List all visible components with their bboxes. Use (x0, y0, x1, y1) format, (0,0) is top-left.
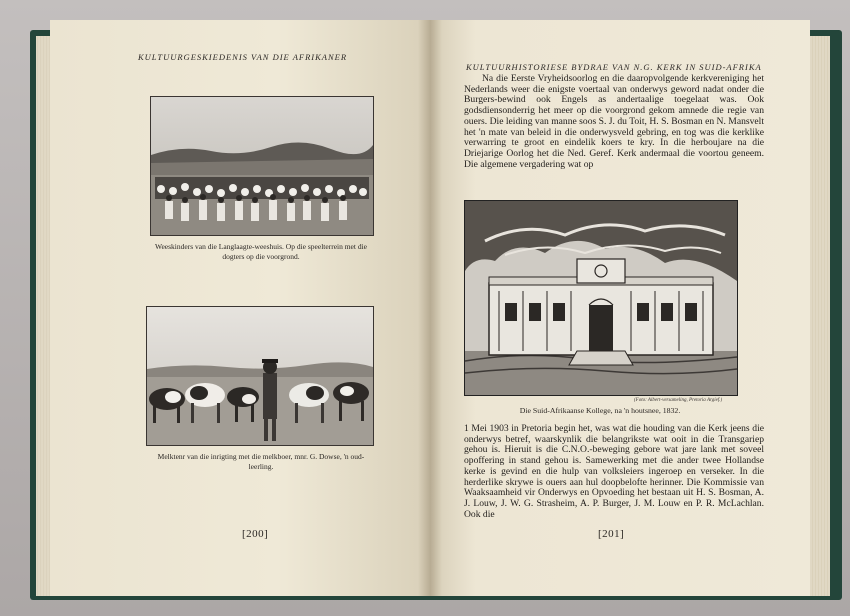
orphans-playground-photo (150, 96, 374, 236)
left-page (50, 20, 430, 596)
bottom-paragraph-text: 1 Mei 1903 in Pretoria begin het, was wat die houding van die Kerk jeens die onderwys betref, waarskynlik die belangrikste wat ooit in die Transgariep gehou is. Hieruit is die C.N.O.-beweging gebore wat jare lank met soveel opoffering in stand gehou is. Samewerking met die ander twee Hollandse kerke is gevind en die hulp van volksleiers ingeroep en verseker. In die herderlike skrywe is ouers aan hul doopbelofte herinner. Die Kommissie van Waaksaamheid vir Onderwys en Opvoeding het bestaan uit H. S. Bosman, A. J. Louw, J. W. G. Strasheim, A. P. Burger, J. M. Louw en P. R. McLachlan. Ook die (464, 423, 764, 520)
college-woodcut-image (464, 200, 738, 396)
book-gutter (418, 20, 442, 596)
milking-cattle-photo (146, 306, 374, 446)
right-running-head: KULTUURHISTORIESE BYDRAE VAN N.G. KERK IN SUID-AFRIKA (466, 62, 762, 72)
left-page-number: [200] (242, 528, 269, 540)
woodcut-photo-credit: (Foto: Albert-versameling, Pretoria Argief.) (634, 398, 723, 403)
top-paragraph-text: Na die Eerste Vryheidsoorlog en die daaropvolgende kerkvereniging het Nederlands weer die enigste voertaal van onderwys geword nadat onder die Burgers-bewind ook Engels as andertaalige toegelaat was. Ook godsdiensonderrig het meer op die voorgrond gekom amnede die regie van ouers. Die leiding van manne soos S. J. du Toit, H. S. Bosman en N. Mansvelt het 'n mate van beleid in die onderwysveld gebring, en tog was die kerklike verwarring te groot en eindelik koers te kry. In die herboujare na die Driejarige Oorlog het die Ned. Geref. Kerk andermaal die voortou geneem. Die algemene vergadering wat op (464, 73, 764, 170)
orphans-photo-caption: Weeskinders van die Langlaagte-weeshuis. Op die speelterrein met die dogters op die voorgrond. (154, 242, 368, 261)
right-top-paragraph (464, 74, 764, 170)
milking-photo-caption: Melktenr van die inrigting met die melkboer, mnr. G. Dowse, 'n oud-leerling. (157, 452, 365, 471)
right-page (430, 20, 810, 596)
page-edge-right (808, 36, 830, 596)
right-bottom-paragraph (464, 424, 764, 520)
right-page-number: [201] (598, 528, 625, 540)
left-running-head: KULTUURGESKIEDENIS VAN DIE AFRIKANER (138, 52, 348, 62)
woodcut-caption: Die Suid-Afrikaanse Kollege, na 'n houtsnee, 1832. (519, 406, 681, 415)
